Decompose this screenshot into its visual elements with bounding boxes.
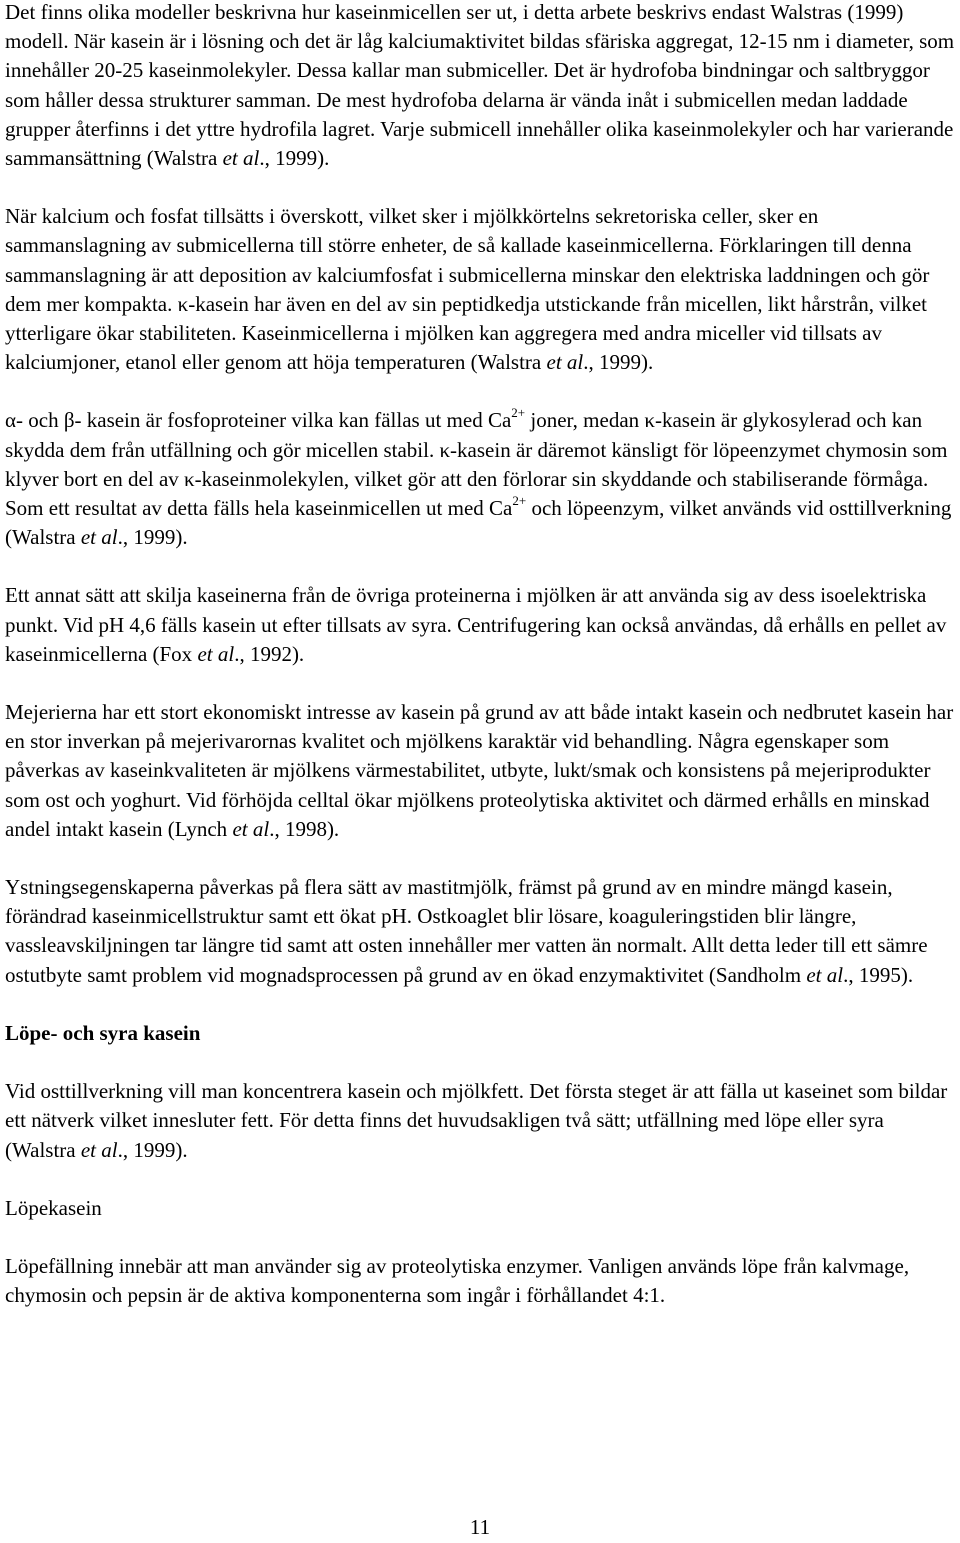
paragraph-casein-micelle-model	[5, 0, 957, 173]
text-run: Vid osttillverkning vill man koncentrera kasein och mjölkfett. Det första steget är att fälla ut kaseinet som bildar ett nätverk vilket innesluter fett. För detta finns det huvudsakligen två sätt; utfällning med löpe eller syra (Walstra	[5, 1079, 948, 1162]
text-run: Löpekasein	[5, 1195, 102, 1220]
text-run: och löpeenzym, vilket används vid osttillverkning (Walstra	[5, 496, 952, 550]
text-run: ., 1999).	[583, 350, 654, 375]
text-run: Ett annat sätt att skilja kaseinerna från de övriga proteinerna i mjölken är att använda sig av dess isoelektriska punkt. Vid pH 4,6 fälls kasein ut efter tillsats av syra. Centrifugering kan också användas, då erhålls en pellet av kaseinmicellerna (Fox	[5, 583, 947, 666]
text-run: Ystningsegenskaperna påverkas på flera sätt av mastitmjölk, främst på grund av en mindre mängd kasein, förändrad kaseinmicellstruktur samt ett ökat pH. Ostkoaglet blir lösare, koaguleringstiden blir längre, vassleavskiljningen tar längre tid samt att osten innehåller mer vatten än normalt. Allt detta leder till ett sämre ostutbyte samt problem vid mognadsprocessen på grund av en ökad enzymaktivitet (Sandholm	[5, 875, 928, 987]
italic-text: et al	[806, 962, 844, 987]
paragraph-dairy-economic-interest	[5, 698, 957, 844]
italic-text: et al	[546, 350, 584, 375]
text-run: ., 1999).	[259, 146, 330, 171]
italic-text: et al	[222, 146, 260, 171]
text-run: ., 1999).	[117, 525, 188, 550]
italic-text: et al	[80, 1137, 118, 1162]
superscript: 2+	[511, 405, 526, 421]
paragraph-cheese-making-mastitis	[5, 873, 957, 990]
paragraph-casein-micelle-formation	[5, 202, 957, 377]
text-run: ., 1992).	[234, 641, 305, 666]
paragraph-cheese-production	[5, 1077, 957, 1165]
document-page	[5, 0, 957, 1339]
paragraph-alpha-beta-kappa-casein	[5, 406, 957, 552]
text-run: Det finns olika modeller beskrivna hur kaseinmicellen ser ut, i detta arbete beskrivs endast Walstras (1999) modell. När kasein är i lösning och det är låg kalciumaktivitet bildas sfäriska aggregat, 12-15 nm i diameter, som innehåller 20-25 kaseinmolekyler. Dessa kallar man submiceller. Det är hydrofoba bindningar och saltbryggor som håller dessa strukturer samman. De mest hydrofoba delarna är vända inåt i submicellen medan laddade grupper återfinns i det yttre hydrofila lagret. Varje submicell innehåller olika kaseinmolekyler och har varierande sammansättning (Walstra	[5, 0, 955, 171]
text-run: ., 1998).	[269, 816, 340, 841]
text-run: Mejerierna har ett stort ekonomiskt intresse av kasein på grund av att både intakt kasein och nedbrutet kasein har en stor inverkan på mejerivarornas kvalitet och mjölkens karaktär vid behandling. Några egenskaper som påverkas av kaseinkvaliteten är mjölkens värmestabilitet, utbyte, lukt/smak och konsistens på mejeriprodukter som ost och yoghurt. Vid förhöjda celltal ökar mjölkens proteolytiska aktivitet och därmed erhålls en minskad andel intakt kasein (Lynch	[5, 700, 954, 841]
italic-text: et al	[232, 816, 270, 841]
italic-text: et al	[80, 525, 118, 550]
text-run: Löpe- och syra kasein	[5, 1020, 201, 1045]
text-run: Löpefällning innebär att man använder sig av proteolytiska enzymer. Vanligen används löpe från kalvmage, chymosin och pepsin är de aktiva komponenterna som ingår i förhållandet 4:1.	[5, 1253, 910, 1308]
paragraph-isoelectric-point	[5, 581, 957, 669]
section-heading-lope-syra-kasein	[5, 1019, 957, 1048]
italic-text: et al	[197, 641, 235, 666]
subsection-heading-lopekasein	[5, 1194, 957, 1223]
page-number: 11	[469, 1515, 491, 1539]
paragraph-rennet-precipitation	[5, 1252, 957, 1310]
superscript: 2+	[512, 493, 527, 509]
text-run: α- och β- kasein är fosfoproteiner vilka kan fällas ut med Ca	[5, 408, 512, 433]
text-run: ., 1999).	[117, 1137, 188, 1162]
text-run: joner, medan κ-kasein är glykosylerad och kan skydda dem från utfällning och gör micellen stabil. κ-kasein är däremot känsligt för löpeenzymet chymosin som klyver bort en del av κ-kaseinmolekylen, vilket gör att den förlorar sin skyddande och stabiliserande förmåga. Som ett resultat av detta fälls hela kaseinmicellen ut med Ca	[5, 408, 948, 521]
text-run: När kalcium och fosfat tillsätts i överskott, vilket sker i mjölkkörtelns sekretoriska celler, sker en sammanslagning av submicellerna till större enheter, de så kallade kaseinmicellerna. Förklaringen till denna sammanslagning är att deposition av kalciumfosfat i submicellerna minskar den elektriska laddningen och gör dem mer kompakta. κ-kasein har även en del av sin peptidkedja utstickande från micellen, likt hårstrån, vilket ytterligare ökar stabiliteten. Kaseinmicellerna i mjölken kan aggregera med andra miceller vid tillsats av kalciumjoner, etanol eller genom att höja temperaturen (Walstra	[5, 204, 930, 375]
text-run: ., 1995).	[843, 962, 914, 987]
